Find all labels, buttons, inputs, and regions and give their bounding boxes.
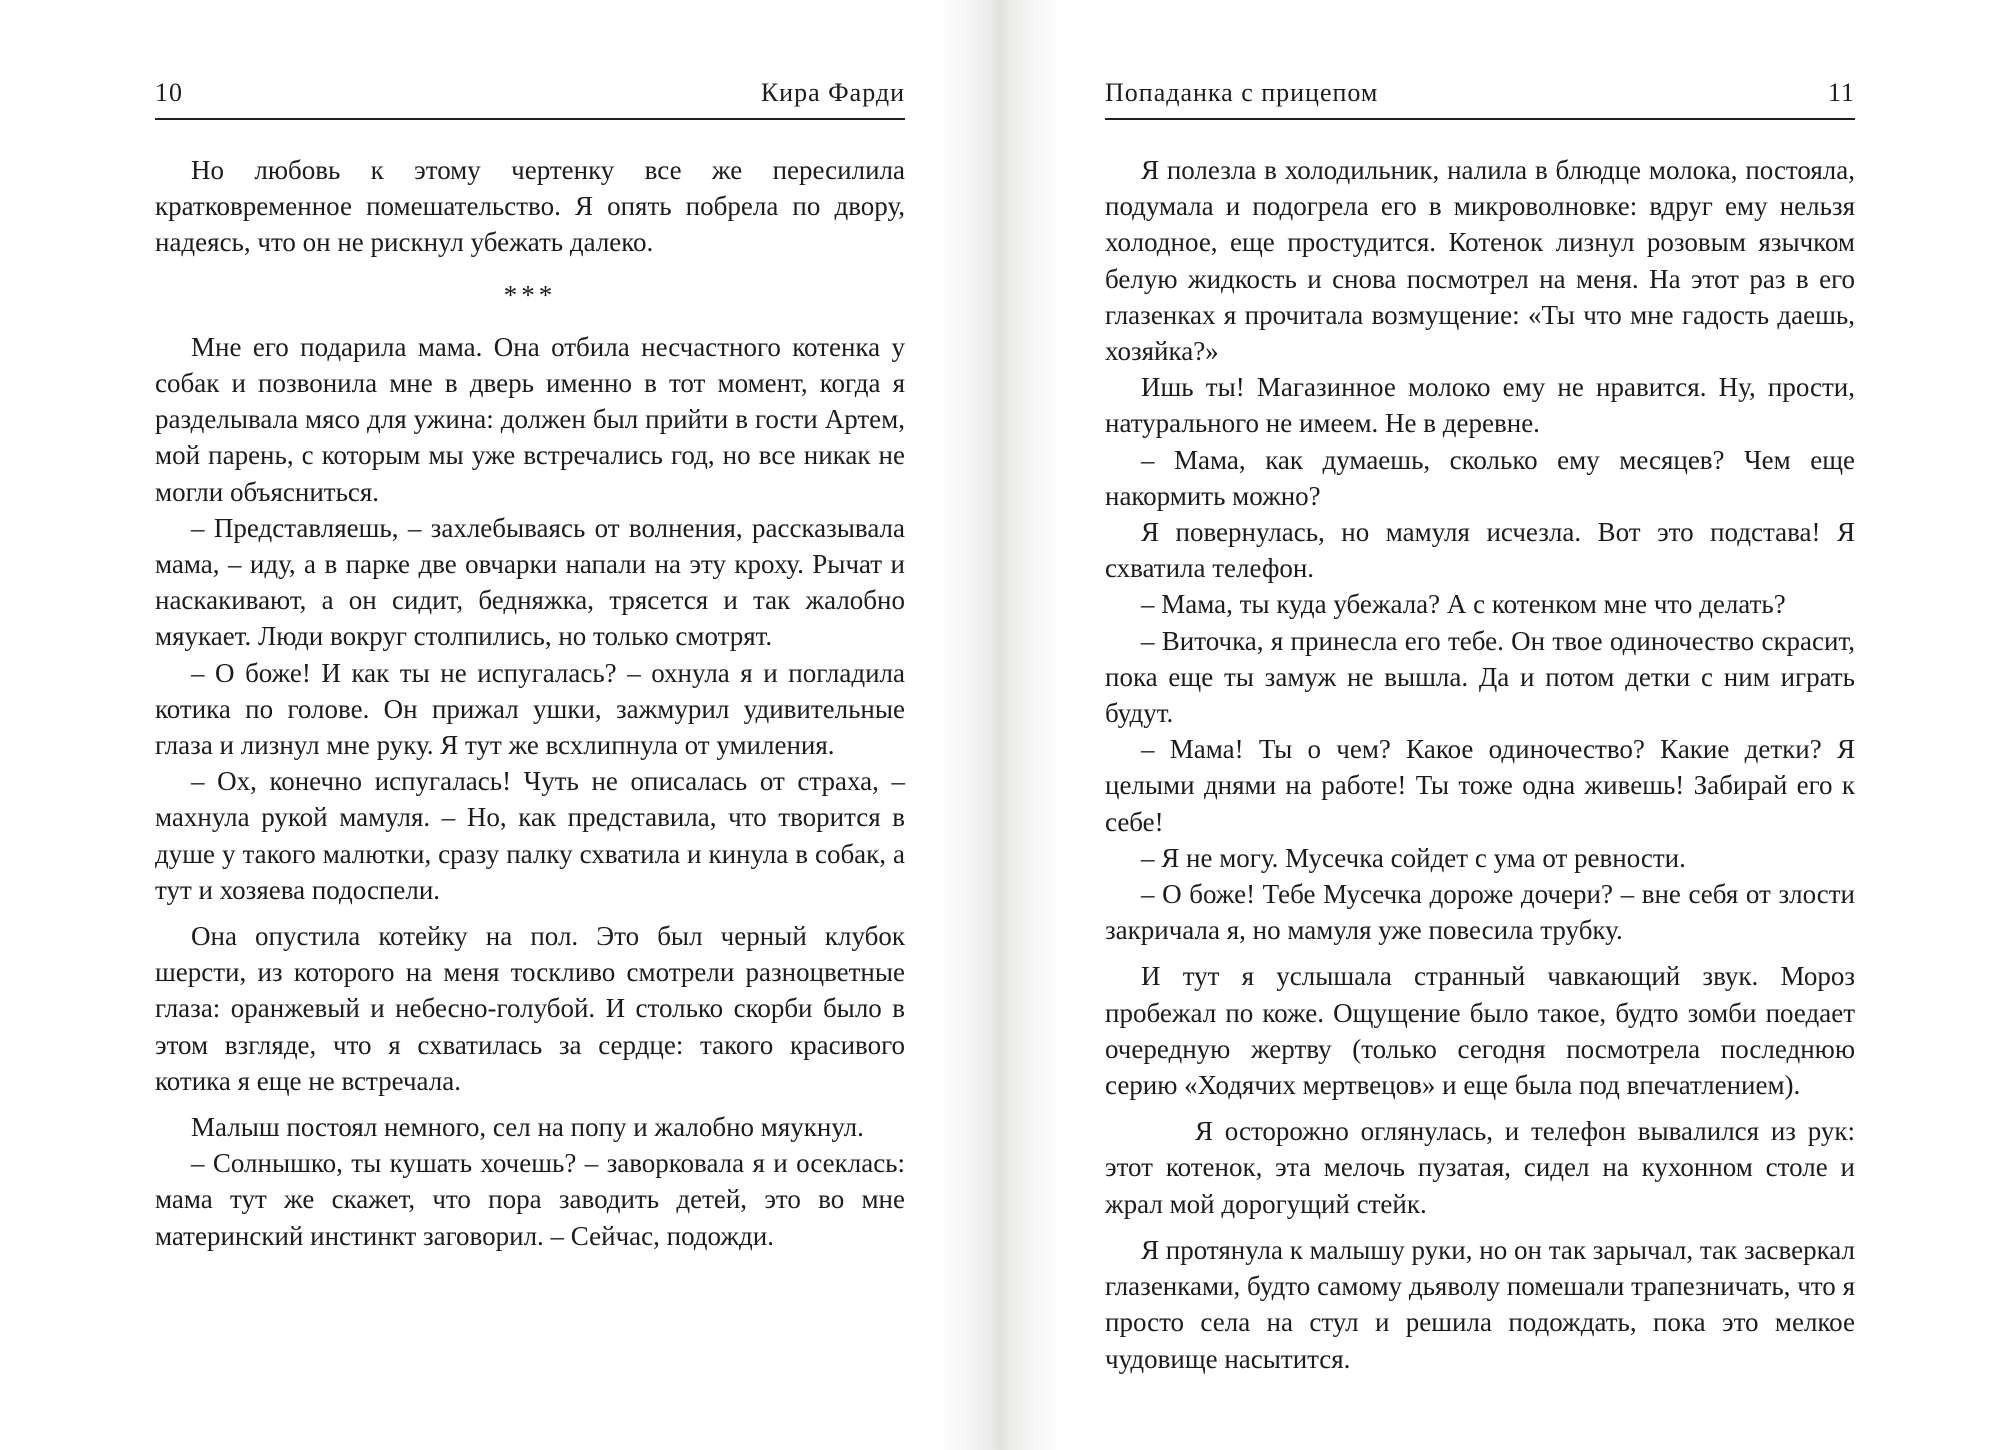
paragraph: – Мама, ты куда убежала? А с котенком мне что делать? bbox=[1141, 589, 1786, 620]
right-page bbox=[1005, 0, 2000, 1450]
right-page-header bbox=[1105, 78, 1855, 120]
paragraph: Ишь ты! Магазинное молоко ему не нравится. Ну, прости, натурального не имеем. Не в деревне. bbox=[1105, 372, 1855, 439]
paragraph: – Ох, конечно испугалась! Чуть не описалась от страха, – махнула рукой мамуля. – Но, как представила, что творится в душе у такого малютки, сразу палку схватила и кинула в собак, а тут и хозяева подоспели. bbox=[155, 766, 905, 905]
paragraph: – О боже! И как ты не испугалась? – охнула я и погладила котика по голове. Он прижал ушки, зажмурил удивительные глаза и лизнул мне руку. Я тут же всхлипнула от умиления. bbox=[155, 657, 905, 761]
paragraph: Я полезла в холодильник, налила в блюдце молока, постояла, подумала и подогрела его в микроволновке: вдруг ему нельзя холодное, еще простудится. Котенок лизнул розовым язычком белую жидкость и снова посмотрел на меня. На этот раз в его глазенках я прочитала возмущение: «Ты что мне гадость даешь, хозяйка?» bbox=[1105, 155, 1855, 367]
left-page bbox=[0, 0, 995, 1450]
paragraph: – Я не могу. Мусечка сойдет с ума от ревности. bbox=[1141, 842, 1686, 873]
paragraph: И тут я услышала странный чавкающий звук. Мороз пробежал по коже. Ощущение было такое, будто зомби поедает очередную жертву (только сегодня посмотрела последнюю серию «Ходячих мертвецов» и еще была под впечатлением). bbox=[1105, 961, 1855, 1101]
paragraph: Я осторожно оглянулась, и телефон вывалился из рук: этот котенок, эта мелочь пузатая, сидел на кухонном столе и жрал мой дорогущий стейк. bbox=[1105, 1116, 1855, 1219]
left-page-header bbox=[155, 78, 905, 120]
left-running-title: Кира Фарди bbox=[760, 78, 905, 107]
paragraph: – О боже! Тебе Мусечка дороже дочери? – вне себя от злости закричала я, но мамуля уже повесила трубку. bbox=[1105, 879, 1855, 946]
book-gutter bbox=[940, 0, 1060, 1450]
right-page-number: 11 bbox=[1827, 78, 1855, 107]
right-page-text bbox=[1105, 152, 1855, 1377]
paragraph: – Виточка, я принесла его тебе. Он твое одиночество скрасит, пока еще ты замуж не вышла. Да и потом детки с ним играть будут. bbox=[1105, 625, 1855, 729]
left-page-number: 10 bbox=[155, 78, 183, 107]
section-separator: *** bbox=[503, 279, 557, 310]
paragraph: Мне его подарила мама. Она отбила несчастного котенка у собак и позвонила мне в дверь именно в тот момент, когда я разделывала мясо для ужина: должен был прийти в гости Артем, мой парень, с которым мы уже встречались год, но все никак не могли объясниться. bbox=[155, 331, 905, 507]
paragraph: Я повернулась, но мамуля исчезла. Вот это подстава! Я схватила телефон. bbox=[1105, 517, 1855, 584]
left-page-text bbox=[155, 152, 905, 1254]
paragraph: – Мама! Ты о чем? Какое одиночество? Какие детки? Я целыми днями на работе! Ты тоже одна живешь! Забирай его к себе! bbox=[1105, 734, 1855, 837]
paragraph: Но любовь к этому чертенку все же пересилила кратковременное помешательство. Я опять побрела по двору, надеясь, что он не рискнул убежать далеко. bbox=[155, 155, 905, 258]
right-running-title: Попаданка с прицепом bbox=[1105, 78, 1379, 107]
paragraph: Малыш постоял немного, сел на попу и жалобно мяукнул. bbox=[191, 1112, 864, 1143]
paragraph: – Представляешь, – захлебываясь от волнения, рассказывала мама, – иду, а в парке две овчарки напали на эту кроху. Рычат и наскакивают, а он сидит, бедняжка, трясется и так жалобно мяукает. Люди вокруг столпились, но только смотрят. bbox=[155, 512, 905, 652]
paragraph: Я протянула к малышу руки, но он так зарычал, так засверкал глазенками, будто самому дьяволу помешали трапезничать, что я просто села на стул и решила подождать, пока это мелкое чудовище насытится. bbox=[1105, 1234, 1855, 1374]
paragraph: Она опустила котейку на пол. Это был черный клубок шерсти, из которого на меня тоскливо смотрели разноцветные глаза: оранжевый и небесно-голубой. И столько скорби было в этом взгляде, что я схватилась за сердце: такого красивого котика я еще не встречала. bbox=[155, 921, 905, 1096]
paragraph: – Солнышко, ты кушать хочешь? – заворковала я и осеклась: мама тут же скажет, что пора заводить детей, это во мне материнский инстинкт заговорил. – Сейчас, подожди. bbox=[155, 1148, 905, 1251]
paragraph: – Мама, как думаешь, сколько ему месяцев? Чем еще накормить можно? bbox=[1105, 444, 1855, 511]
